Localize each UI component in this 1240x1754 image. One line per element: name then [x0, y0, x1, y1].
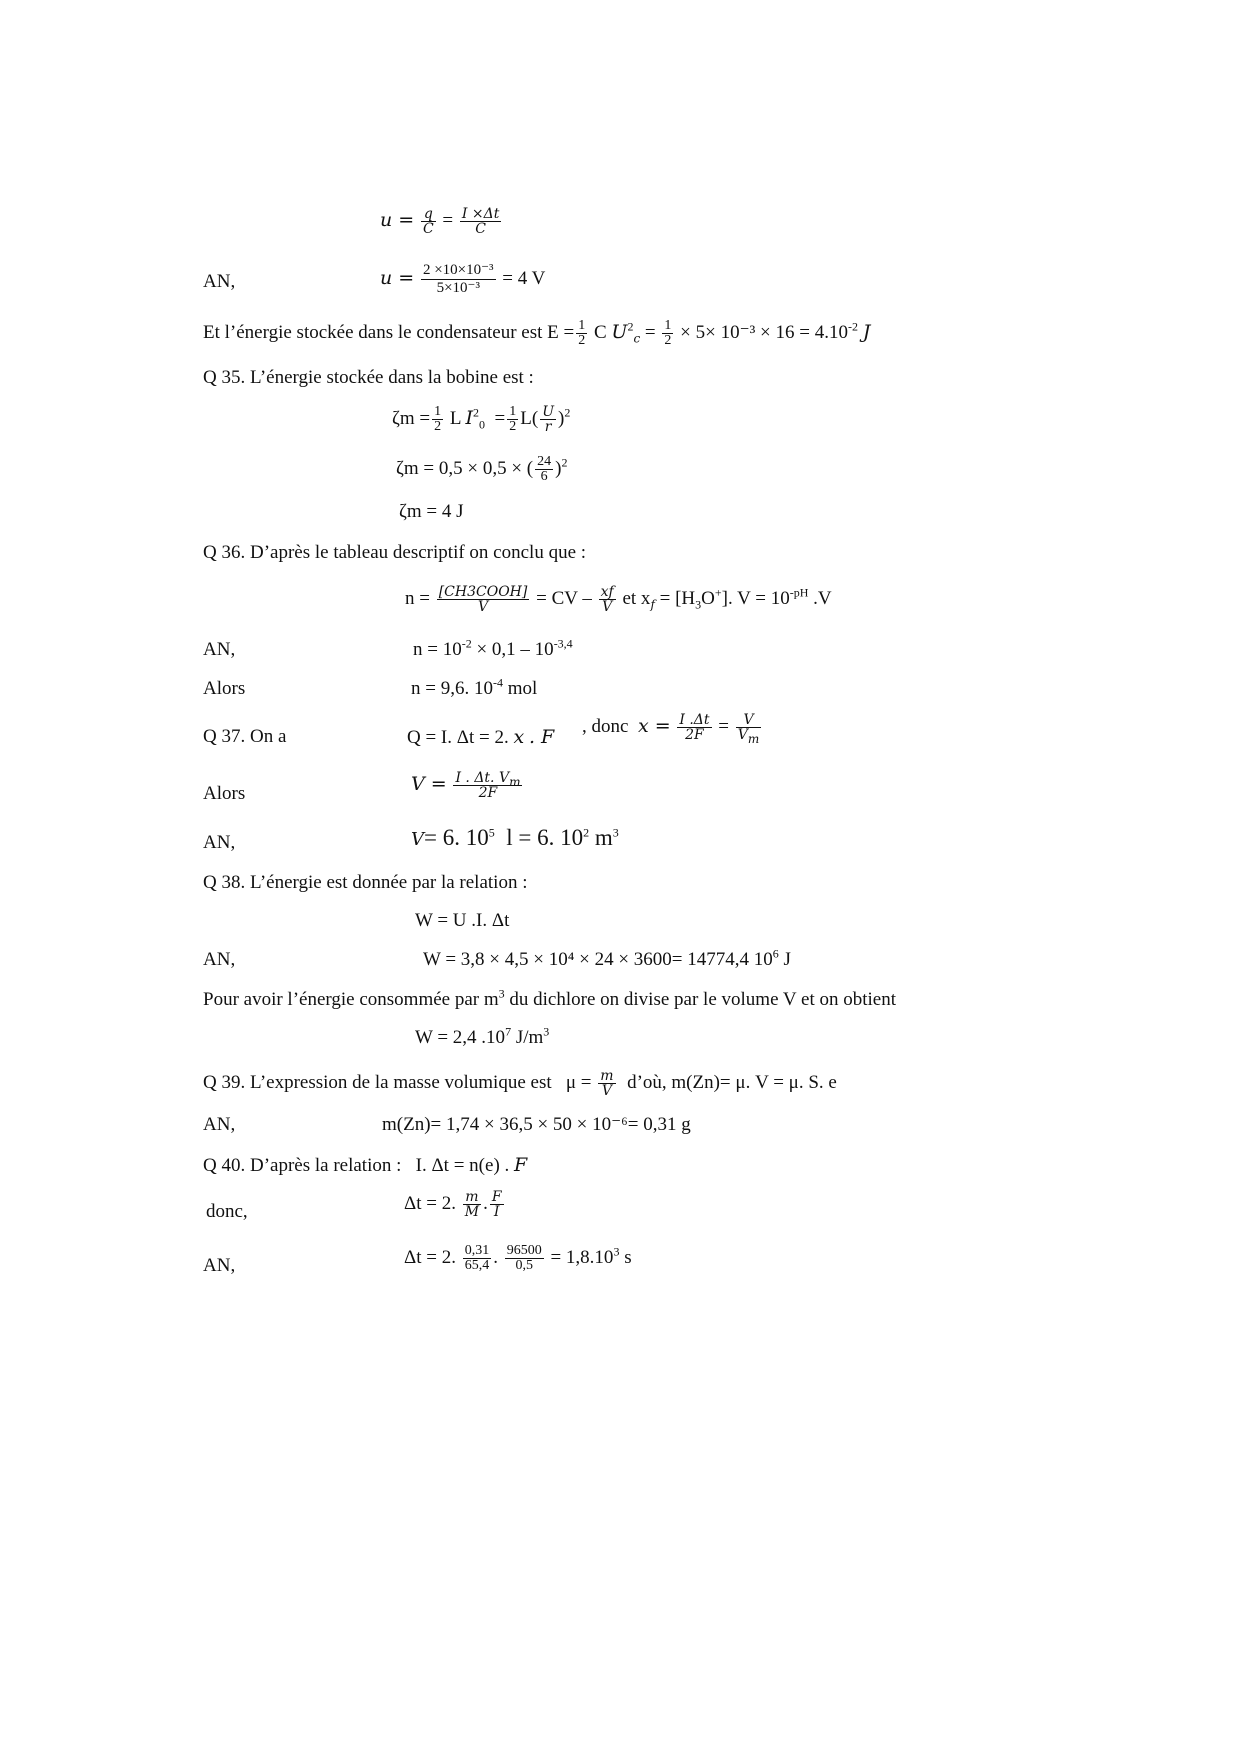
fraction: $\frac{q}{C}$	[422, 206, 434, 237]
formula-dt-num: Δt = 2. $\frac{0,31}{65,4}$ . $\frac{96500}{0,5}$ = $1,8.10^3$ s	[404, 1243, 632, 1273]
alors-label: Alors	[203, 678, 246, 699]
energy-capacitor: Et l’énergie stockée dans le condensateur est E = $\frac{1}{2}$ C $U^2_c$ = $\frac{1}{2}$ × $5\times 10^{-3} \times 16 = 4.10^{-2}$ J	[203, 318, 871, 348]
question-38: Q 38. L’énergie est donnée par la relation :	[203, 872, 528, 893]
an-label: AN,	[203, 271, 236, 292]
formula-w-num: W = 3,8 × 4,5 × 10⁴ × 24 × 3600= 14774,4 $10^6$ J	[423, 946, 791, 970]
question-35: Q 35. L’énergie stockée dans la bobine est :	[203, 367, 534, 388]
formula-w: W = U .I. Δt	[415, 910, 510, 931]
an-label: AN,	[203, 1255, 236, 1276]
an-label: AN,	[203, 949, 236, 970]
formula-dt: Δt = 2. $\frac{m}{M}$ . $\frac{F}{I}$	[404, 1189, 502, 1220]
u-symbol: u =	[380, 208, 415, 231]
formula-n: n = $\frac{\text{[CH3COOH]}}{V}$ = CV – $\frac{xf}{V}$ et $x_f = [H_3O^+]$. $V = 10^{-pH}$ .V	[405, 584, 832, 615]
formula-v-result: V= 6. $10^5$ l = 6. $10^2$ $m^3$	[411, 825, 619, 850]
an-label: AN,	[203, 1114, 236, 1135]
question-39: Q 39. L’expression de la masse volumique est μ = $\frac{m}{V}$ d’où, m(Zn)= μ. V = μ. S. e	[203, 1068, 837, 1099]
formula-n-num: $n = 10^{-2} \times 0,1 - 10^{-3,4}$	[413, 636, 573, 660]
question-37: Q 37. On a	[203, 726, 287, 747]
formula-u-num: u = $\frac{\text{2 ×10×10⁻³}}{\text{5×10⁻³}}$ = 4 V	[380, 262, 546, 296]
formula-v: V = $\frac{I . \Delta t. V_m}{2F}$	[411, 770, 521, 801]
an-label: AN,	[203, 639, 236, 660]
formula-zm-result: ζm = 4 J	[399, 501, 464, 522]
donc-label: donc,	[206, 1201, 248, 1222]
formula-x: , donc x = $\frac{I .\Delta t}{2F}$ = $\frac{V}{V_m}$	[582, 712, 760, 746]
formula-zm: ζm = $\frac{1}{2}$ L $I^2_0$ = $\frac{1}{2}$ L( $\frac{U}{r}$ )$^2$	[392, 404, 571, 435]
formula-mass: m(Zn)= 1,74 × 36,5 × 50 × 10⁻⁶= 0,31 g	[382, 1114, 691, 1135]
formula-q: Q = I. Δt = 2. x . F	[407, 726, 555, 748]
formula-n-result: n = 9,6. $10^{-4}$ mol	[411, 675, 538, 699]
formula-zm-num: ζm = 0,5 × 0,5 × ( $\frac{24}{6}$ )$^2$	[396, 454, 568, 484]
question-36: Q 36. D’après le tableau descriptif on conclu que :	[203, 542, 587, 563]
formula-u: u = $\frac{q}{C}$ = $\frac{I \times\Delta t}{C}$	[380, 206, 500, 237]
fraction: $\frac{I \times\Delta t}{C}$	[461, 206, 500, 237]
energy-text: Pour avoir l’énergie consommée par $m^3$ du dichlore on divise par le volume V et on obtient	[203, 986, 897, 1010]
formula-w-result: W = 2,4 $.10^7$ $J/m^3$	[415, 1024, 550, 1048]
an-label: AN,	[203, 832, 236, 853]
fraction: $\frac{\text{2 ×10×10⁻³}}{\text{5×10⁻³}}$	[422, 262, 494, 296]
question-40: Q 40. D’après la relation : I. Δt = n(e) . F	[203, 1154, 528, 1176]
alors-label: Alors	[203, 783, 246, 804]
